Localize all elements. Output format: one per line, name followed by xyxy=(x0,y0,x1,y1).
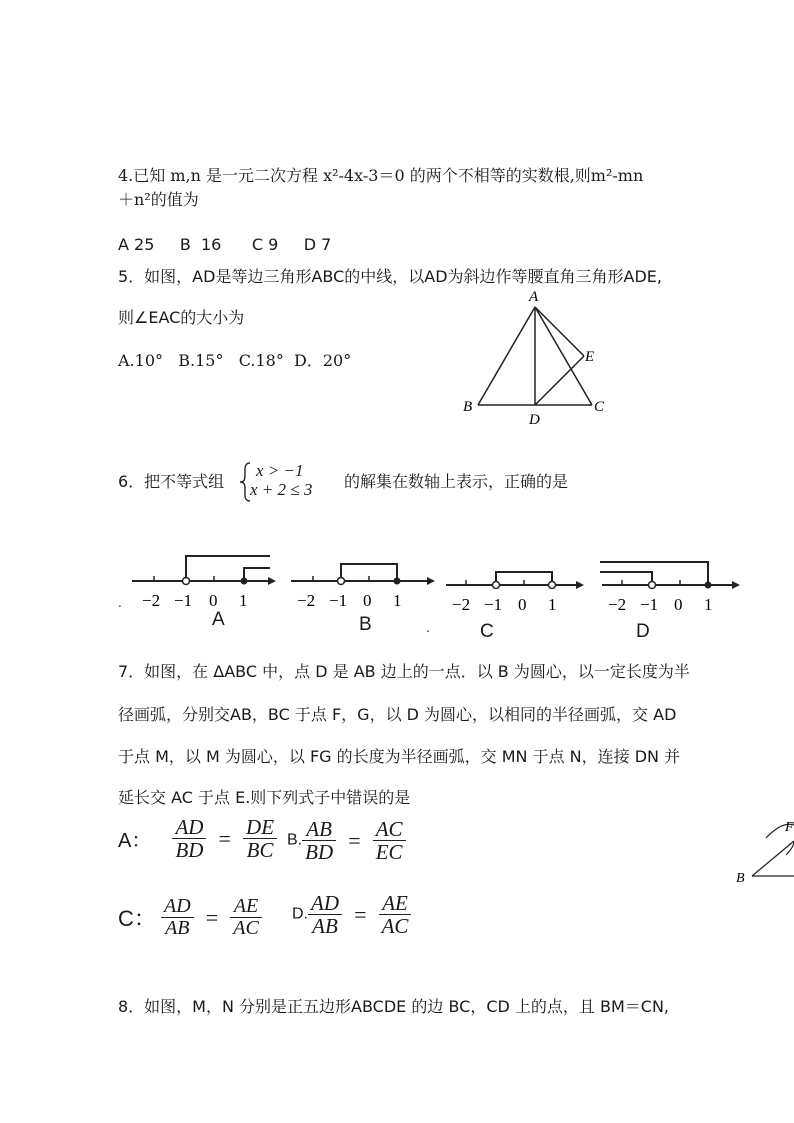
q4-options: A 25 B 16 C 9 D 7 xyxy=(118,235,332,254)
q6-prefix: 6．把不等式组 xyxy=(118,472,225,491)
q7-line4: 延长交 AC 于点 E.则下列式子中错误的是 xyxy=(118,788,411,807)
q5-line1: 5．如图，AD是等边三角形ABC的中线，以AD为斜边作等腰直角三角形ADE, xyxy=(118,267,662,286)
q7-option-a: A： $\frac{AD}{BD}$ = $\frac{DE}{BC}$ xyxy=(118,816,277,861)
q6-dot: . xyxy=(118,596,122,610)
option-c-label: C： xyxy=(118,906,156,931)
choice-a-label: A xyxy=(212,609,225,630)
label-a: A xyxy=(529,289,539,305)
tick-label: −2 xyxy=(297,591,316,610)
label-d: D xyxy=(529,412,540,428)
tick-label: 1 xyxy=(704,595,713,614)
q7-line2: 径画弧，分别交AB，BC 于点 F，G，以 D 为圆心，以相同的半径画弧，交 AD xyxy=(118,705,677,724)
q7-line1: 7．如图，在 ΔABC 中，点 D 是 AB 边上的一点．以 B 为圆心，以一定长度为半 xyxy=(118,662,690,681)
tick-label: −1 xyxy=(174,591,193,610)
numberline-d xyxy=(596,552,756,614)
numberline-b xyxy=(285,552,445,614)
tick-label: −1 xyxy=(484,595,503,614)
label-e: E xyxy=(585,349,595,365)
q5-options: A.10° B.15° C.18° D．20° xyxy=(118,351,352,370)
q7-partial-figure xyxy=(730,815,794,890)
q5-triangle-figure xyxy=(455,285,625,430)
q6-dot-2: . xyxy=(426,621,430,635)
choice-d-label: D xyxy=(636,621,650,642)
tick-label: 1 xyxy=(548,595,557,614)
q7-option-c: C： $\frac{AD}{AB}$ = $\frac{AE}{AC}$ xyxy=(118,896,262,939)
tick-label: 0 xyxy=(674,595,683,614)
numberline-a xyxy=(118,552,278,614)
q7-line3: 于点 M，以 M 为圆心，以 FG 的长度为半径画弧，交 MN 于点 N，连接 DN 并 xyxy=(118,747,681,766)
tick-label: 1 xyxy=(393,591,402,610)
tick-label: −2 xyxy=(452,595,471,614)
choice-c-label: C xyxy=(480,621,494,642)
q6-suffix: 的解集在数轴上表示，正确的是 xyxy=(344,472,569,491)
option-a-label: A： xyxy=(118,830,152,853)
label-b: B xyxy=(463,399,473,415)
q4-line2: ＋n²的值为 xyxy=(118,190,199,209)
tick-label: 0 xyxy=(363,591,372,610)
tick-label: 0 xyxy=(518,595,527,614)
option-d-label: D. xyxy=(292,905,308,923)
numberline-c xyxy=(440,552,600,614)
tick-label: −2 xyxy=(142,591,161,610)
q7-option-b: B. $\frac{AB}{BD}$ = $\frac{AC}{EC}$ xyxy=(287,818,406,863)
tick-label: −2 xyxy=(608,595,627,614)
label-b: B xyxy=(736,871,745,886)
label-f: F xyxy=(785,820,794,835)
choice-b-label: B xyxy=(359,614,372,635)
q6-inequality-1: x > −1 xyxy=(256,461,304,480)
tick-label: 0 xyxy=(209,591,218,610)
label-c: C xyxy=(594,399,605,415)
tick-label: 1 xyxy=(239,591,248,610)
option-b-label: B. xyxy=(287,831,303,849)
q4-line1: 4.已知 m,n 是一元二次方程 x²-4x-3＝0 的两个不相等的实数根,则m²-mn xyxy=(118,166,644,185)
tick-label: −1 xyxy=(640,595,659,614)
q8-line1: 8．如图，M，N 分别是正五边形ABCDE 的边 BC，CD 上的点，且 BM＝CN, xyxy=(118,997,669,1016)
q5-line2: 则∠EAC的大小为 xyxy=(118,308,245,327)
q6-inequality-2: x + 2 ≤ 3 xyxy=(250,480,313,499)
tick-label: −1 xyxy=(329,591,348,610)
q7-option-d: D. $\frac{AD}{AB}$ = $\frac{AE}{AC}$ xyxy=(292,892,411,937)
